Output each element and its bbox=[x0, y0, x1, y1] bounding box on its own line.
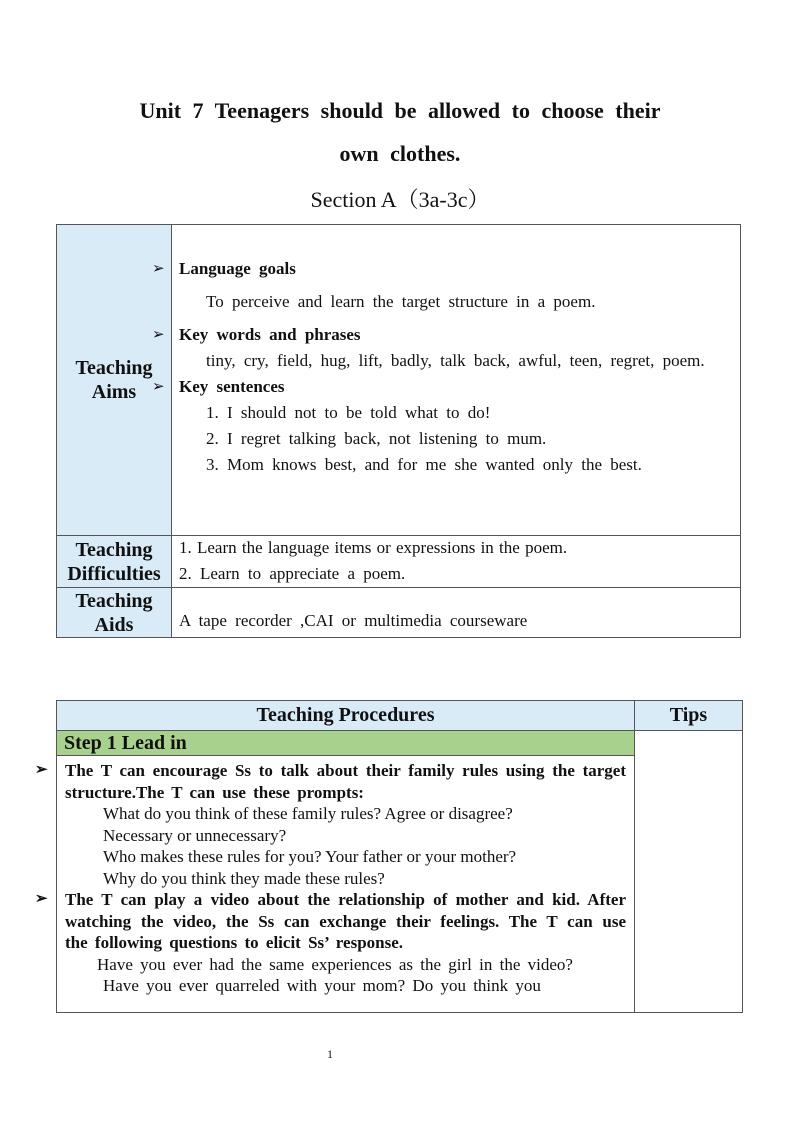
teaching-aids-text: A tape recorder ,CAI or multimedia courseware bbox=[179, 611, 528, 630]
arrowhead-bullet-icon: ➢ bbox=[152, 261, 165, 277]
teaching-difficulties-content bbox=[172, 536, 741, 588]
step-1-label: Step 1 Lead in bbox=[57, 731, 635, 756]
procedure-bullet-2: The T can play a video about the relationship of mother and kid. After watching the video, the Ss can exchange their feelings. The T can use the following questions to elicit Ss’ response. bbox=[65, 890, 626, 952]
key-words-text: tiny, cry, field, hug, lift, badly, talk back, awful, teen, regret, poem. bbox=[206, 351, 705, 370]
teaching-aims-label: Teaching Aims bbox=[57, 225, 172, 536]
key-sentences-heading: Key sentences bbox=[179, 377, 285, 396]
language-goals-heading: Language goals bbox=[179, 259, 296, 278]
teaching-difficulties-label: Teaching Difficulties bbox=[57, 536, 172, 588]
document-title-line-2: own clothes. bbox=[339, 141, 461, 166]
key-sentence-item: 1. I should not to be told what to do! bbox=[206, 403, 491, 422]
procedure-bullet-1: The T can encourage Ss to talk about their family rules using the target structure.The T can use these prompts: bbox=[65, 761, 626, 802]
key-words-heading: Key words and phrases bbox=[179, 325, 361, 344]
arrowhead-bullet-icon: ➢ bbox=[35, 762, 48, 778]
question-item: Have you ever quarreled with your mom? Do you think you bbox=[103, 976, 541, 995]
question-item: Have you ever had the same experiences as the girl in the video? bbox=[97, 954, 573, 974]
prompt-item: Who makes these rules for you? Your father or your mother? bbox=[103, 847, 517, 866]
prompt-item: What do you think of these family rules? Agree or disagree? bbox=[103, 804, 513, 823]
key-sentence-item: 3. Mom knows best, and for me she wanted only the best. bbox=[206, 455, 642, 474]
arrowhead-bullet-icon: ➢ bbox=[152, 327, 165, 343]
language-goals-text: To perceive and learn the target structure in a poem. bbox=[206, 292, 596, 311]
teaching-procedures-table bbox=[35, 700, 743, 1013]
key-sentence-item: 2. I regret talking back, not listening to mum. bbox=[206, 429, 547, 448]
difficulty-item: 2. Learn to appreciate a poem. bbox=[179, 564, 406, 583]
teaching-procedures-header: Teaching Procedures bbox=[57, 701, 635, 731]
teaching-aids-content bbox=[172, 588, 741, 638]
tips-header: Tips bbox=[635, 701, 743, 731]
page-number: 1 bbox=[327, 1047, 333, 1061]
section-heading: Section A（3a-3c） bbox=[310, 187, 490, 212]
difficulty-item: 1. Learn the language items or expressions in the poem. bbox=[179, 538, 568, 557]
step-1-content bbox=[35, 756, 635, 1013]
document-title-line-1: Unit 7 Teenagers should be allowed to choose their bbox=[139, 98, 661, 123]
teaching-aims-table bbox=[56, 224, 741, 638]
teaching-aims-content bbox=[152, 225, 741, 536]
teaching-aids-label: Teaching Aids bbox=[57, 588, 172, 638]
tips-cell bbox=[635, 731, 743, 1013]
arrowhead-bullet-icon: ➢ bbox=[152, 379, 165, 395]
arrowhead-bullet-icon: ➢ bbox=[35, 891, 48, 907]
prompt-item: Necessary or unnecessary? bbox=[103, 825, 287, 845]
prompt-item: Why do you think they made these rules? bbox=[103, 868, 385, 888]
